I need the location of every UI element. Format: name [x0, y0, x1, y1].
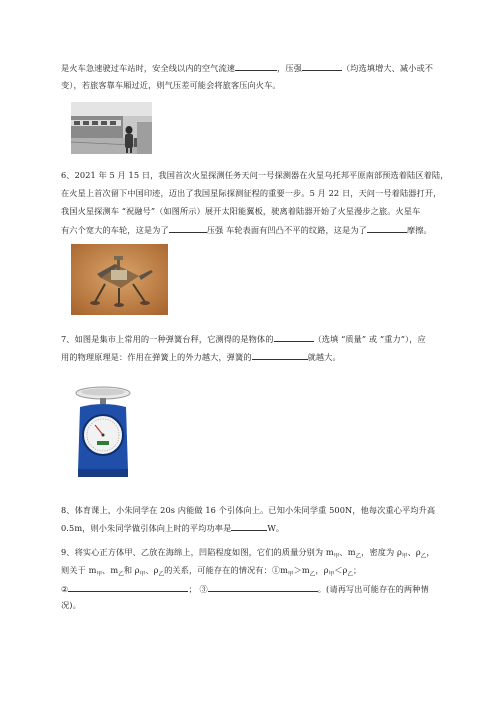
q8-line-1: 8、体育课上，小朱同学在 20s 内能做 16 个引体向上。已知小朱同学重 500N，他每次重心平均升高: [61, 505, 436, 515]
q5-blank-speed[interactable]: [235, 62, 277, 71]
q5-blank-pressure[interactable]: [302, 62, 342, 71]
q6-text: 摩擦。: [406, 225, 432, 235]
q9-text: ；: [353, 565, 362, 575]
spring-scale-photo: [70, 383, 136, 481]
subscript-yi: 乙: [347, 571, 354, 578]
q9-line-1: [61, 547, 435, 563]
q8-text: 0.5m，则小朱同学做引体向上时的平均功率是: [61, 523, 232, 533]
q9-text: 、ρ: [145, 565, 159, 575]
subscript-jia: 甲: [288, 571, 294, 578]
q8-text: W。: [267, 523, 285, 533]
q9-text: ＞m: [293, 565, 310, 575]
q9-text: ＜ρ: [334, 565, 348, 575]
q6-text: 压强 车轮表面有凹凸不平的纹路，这是为了: [206, 225, 367, 235]
subscript-jia: 甲: [333, 553, 340, 560]
subscript-yi: 乙: [118, 571, 124, 578]
q5-text: （均选填增大、减小或不: [341, 63, 434, 73]
q9-text: 、m: [339, 547, 356, 557]
q9-text: 的关系，可能存在的情况有：①m: [164, 565, 289, 575]
q9-text: 9、将实心正方体甲、乙放在海绵上，凹陷程度如图，它们的质量分别为 m: [61, 547, 334, 557]
q6-line-4: [61, 224, 432, 236]
q9-text: ②: [61, 584, 69, 594]
q9-line-2: [61, 565, 361, 581]
q9-line-4: 况)。: [61, 600, 81, 610]
q7-text: 7、如图是集市上常用的一种弹簧台秤，它测得的是物体的: [61, 334, 274, 344]
q7-text: 就越大。: [307, 352, 341, 362]
subscript-yi: 乙: [420, 553, 427, 560]
q9-blank-case-2[interactable]: [68, 583, 188, 592]
q9-line-3: [61, 583, 429, 595]
subscript-jia: 甲: [328, 571, 335, 578]
q9-text: 。(请再写出可能存在的两种情: [317, 584, 429, 594]
q7-blank-spring[interactable]: [252, 351, 308, 360]
q5-text: 是火车急速驶过车站时，安全线以内的空气流速: [61, 63, 236, 73]
q9-text: 和 ρ: [123, 565, 140, 575]
q7-line-1: [61, 333, 426, 345]
q5-line-2: 变），若旅客靠车厢过近，则气压差可能会将旅客压向火车。: [61, 80, 281, 90]
q6-blank-pressure[interactable]: [169, 224, 207, 233]
q9-text: ，: [426, 547, 435, 557]
subscript-jia: 甲: [96, 571, 103, 578]
train-station-photo: [71, 102, 152, 154]
q9-text: ； ③: [188, 584, 208, 594]
q6-line-2: 在火星上首次留下中国印迹，迈出了我国星际探测征程的重要一步。5 月 22 日，天问一号着陆器打开，: [61, 188, 442, 198]
q9-text: ，密度为 ρ: [361, 547, 402, 557]
zhurong-rover-photo: [71, 244, 168, 315]
subscript-yi: 乙: [309, 571, 316, 578]
subscript-yi: 乙: [355, 553, 362, 560]
q8-blank-power[interactable]: [231, 522, 267, 531]
q9-text: ，ρ: [315, 565, 329, 575]
q9-text: 、ρ: [407, 547, 421, 557]
q6-line-3: 我国火星探测车 “祝融号”（如图所示）展开太阳能翼板，驶离着陆器开始了火星漫步之旅。火星车: [61, 206, 421, 216]
q8-line-2: [61, 522, 284, 534]
q7-text: （选填 “质量” 或 “重力”），应: [313, 334, 426, 344]
q5-line-1: [61, 62, 433, 74]
subscript-jia: 甲: [139, 571, 146, 578]
q9-blank-case-3[interactable]: [208, 583, 318, 592]
q7-line-2: [61, 351, 341, 363]
q9-text: 则关于 m: [61, 565, 97, 575]
subscript-jia: 甲: [401, 553, 408, 560]
q7-blank-quantity[interactable]: [274, 333, 314, 342]
subscript-yi: 乙: [158, 571, 165, 578]
q9-text: 、m: [102, 565, 119, 575]
q7-text: 用的物理原理是：作用在弹簧上的外力越大，弹簧的: [61, 352, 252, 362]
q5-text: ，压强: [277, 63, 302, 73]
q6-text: 有六个宽大的车轮，这是为了: [61, 225, 169, 235]
q6-line-1: 6、2021 年 5 月 15 日，我国首次火星探测任务天问一号探测器在火星乌托邦平原南部预选着陆区着陆，: [61, 170, 449, 180]
q6-blank-friction[interactable]: [367, 224, 407, 233]
